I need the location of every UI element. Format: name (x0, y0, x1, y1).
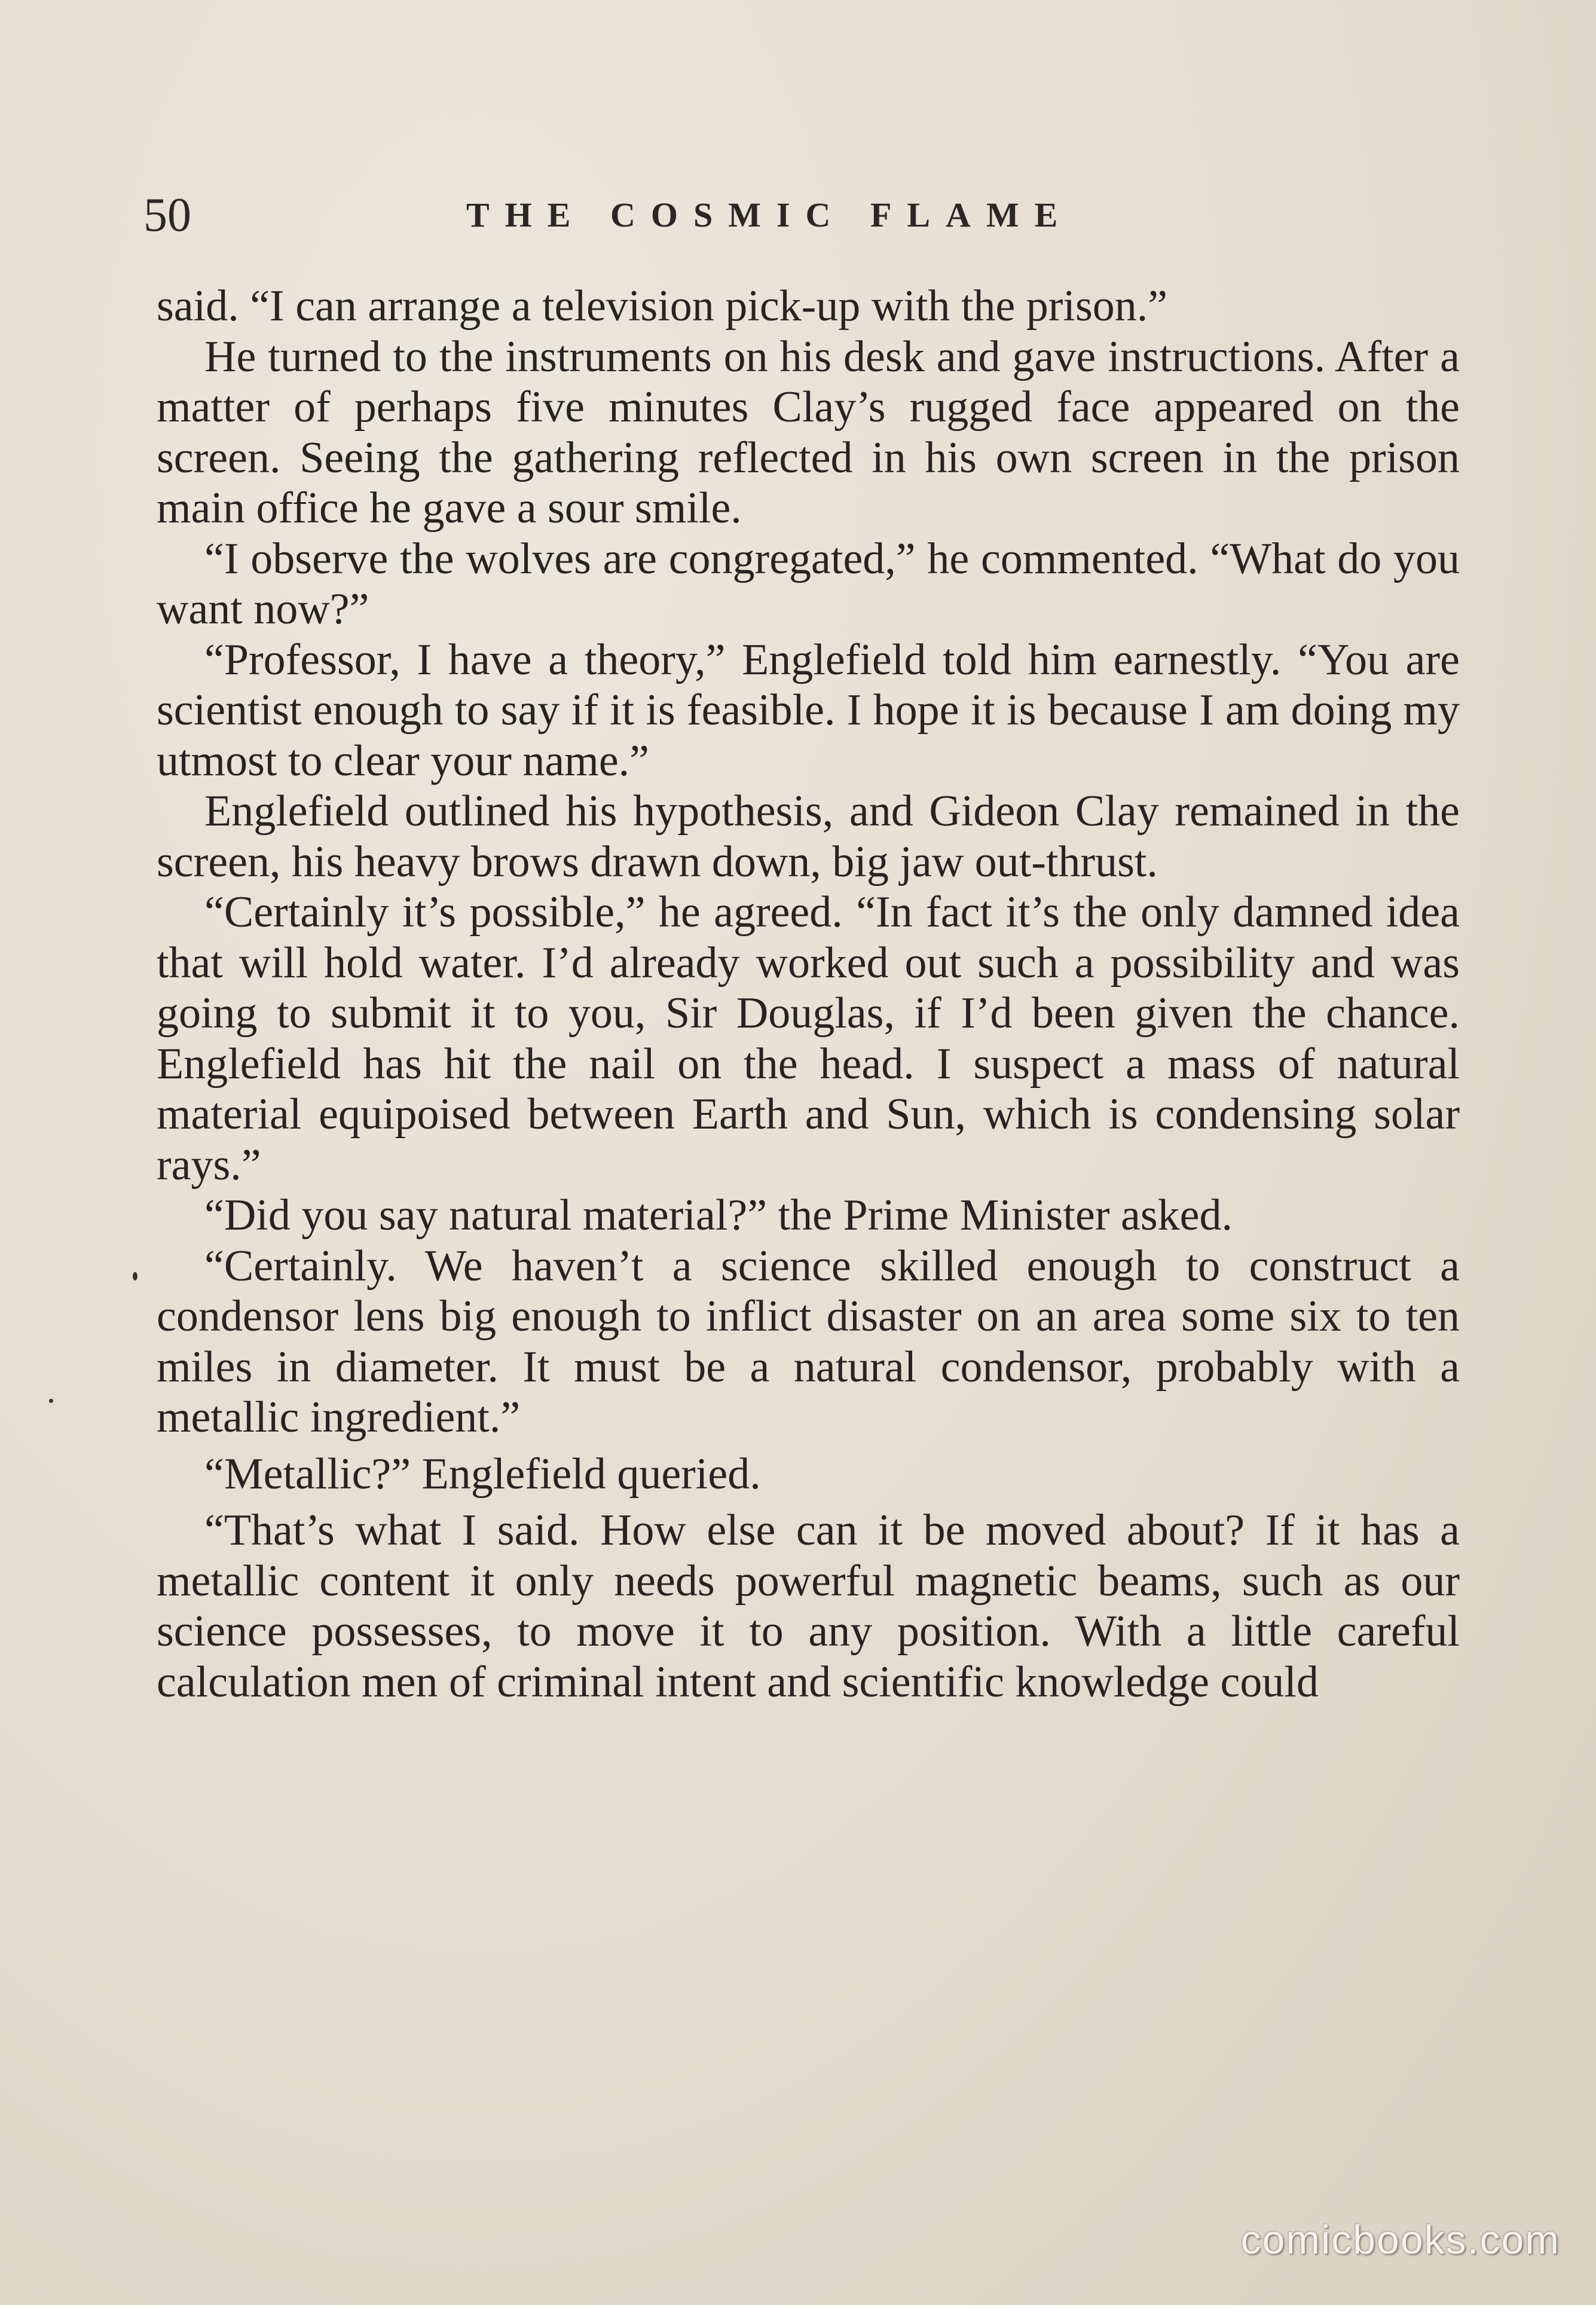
paragraph: “Professor, I have a theory,” Englefield told him earnestly. “You are scientist enough to say if it is feasible. I hope it is because I am doing my utmost to clear your name.” (157, 635, 1460, 785)
paragraph: Englefield outlined his hypothesis, and Gideon Clay remained in the screen, his heavy brows drawn down, big jaw out-thrust. (157, 787, 1460, 886)
running-title: THE COSMIC FLAME (466, 195, 1074, 234)
paragraph: He turned to the instruments on his desk and gave instructions. After a matter of perhaps five minutes Clay’s rugged face appeared on the screen. Seeing the gathering reflected in his own screen in the prison main office he gave a sour smile. (157, 332, 1460, 533)
watermark: comicbooks.com (1240, 2217, 1560, 2263)
paragraph: “That’s what I said. How else can it be moved about? If it has a metallic content it only needs powerful magnetic beams, such as our science possesses, to move it to any position. With a little careful calculation men of criminal intent and scientific knowledge could (157, 1506, 1460, 1707)
ink-speck (133, 1272, 137, 1280)
page-header (143, 179, 1459, 251)
paragraph: “Certainly it’s possible,” he agreed. “In fact it’s the only damned idea that will hold water. I’d already worked out such a possibility and was going to submit it to you, Sir Douglas, if I’d been given the chance. Englefield has hit the nail on the head. I suspect a mass of natural material equipoised between Earth and Sun, which is condensing solar rays.” (157, 888, 1460, 1190)
page-number: 50 (143, 189, 191, 241)
paragraph: “I observe the wolves are congregated,” he commented. “What do you want now?” (157, 534, 1460, 634)
body-text (157, 281, 1460, 1707)
paragraph: “Certainly. We haven’t a science skilled enough to construct a condensor lens big enough to inflict disaster on an area some six to ten miles in diameter. It must be a natural condensor, probably with a metallic ingredient.” (157, 1241, 1460, 1442)
paragraph: “Metallic?” Englefield queried. (204, 1449, 761, 1499)
paragraph: said. “I can arrange a television pick-up with the prison.” (157, 282, 1168, 331)
paragraph: “Did you say natural material?” the Prime Minister asked. (204, 1191, 1233, 1240)
ink-speck (49, 1399, 53, 1403)
